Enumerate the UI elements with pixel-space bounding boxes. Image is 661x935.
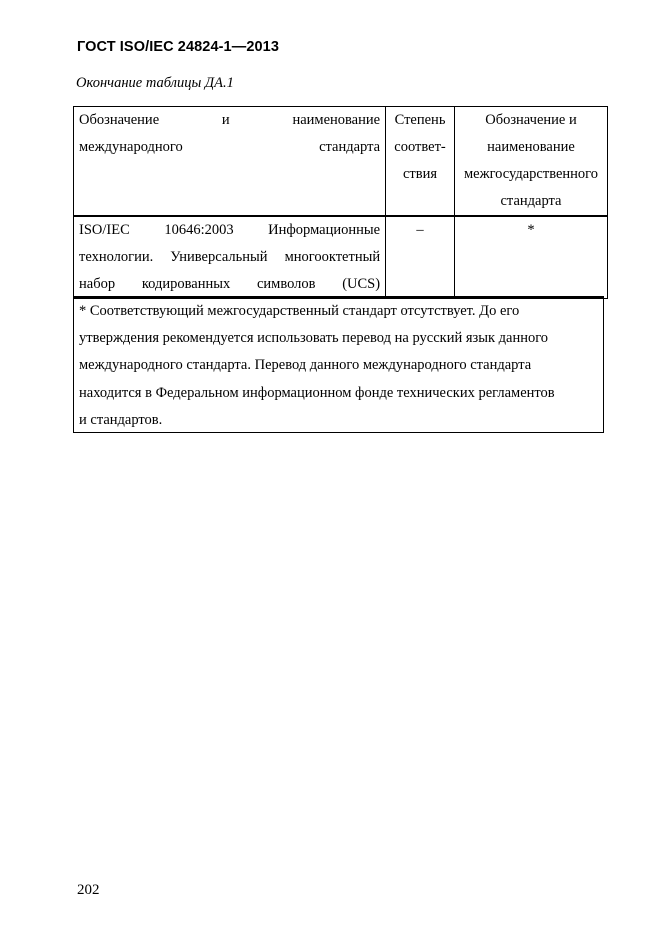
cell-interstate-standard: * [454, 216, 607, 299]
table-header-row [74, 107, 608, 217]
cell-line: ISO/IEC 10646:2003 Информационные [79, 222, 381, 238]
table-row [74, 216, 608, 299]
footnote-line: находится в Федеральном информационном фонде технических регламентов [79, 384, 555, 401]
cell-line: технологии. Универсальный многооктетный [79, 249, 381, 265]
cell-line: набор кодированных символов (UCS) [79, 276, 381, 292]
header-line: ствия [402, 166, 438, 182]
header-line: Обозначение и наименование [79, 112, 381, 128]
footnote-line: и стандартов. [79, 411, 163, 428]
header-line: международного стандарта [79, 139, 381, 155]
footnote-line: утверждения рекомендуется использовать перевод на русский язык данного [79, 330, 549, 347]
footnote-line: * Соответствующий межгосударственный стандарт отсутствует. До его [79, 303, 520, 319]
table-caption: Окончание таблицы ДА.1 [76, 75, 234, 91]
column-header-international-standard [74, 107, 386, 217]
header-line: межгосударственного [463, 166, 599, 182]
header-line: наименование [487, 139, 575, 155]
column-header-degree [386, 107, 455, 217]
header-line: Степень [394, 112, 446, 128]
footnote-box [73, 296, 604, 433]
footnote-line: международного стандарта. Перевод данного международного стандарта [79, 357, 532, 374]
header-line: Обозначение и [485, 112, 577, 128]
document-header: ГОСТ ISO/IEC 24824-1—2013 [77, 39, 279, 55]
header-line: соответ- [394, 139, 446, 155]
header-line: стандарта [500, 193, 562, 209]
cell-international-standard [74, 216, 386, 299]
cell-degree: – [386, 216, 455, 299]
column-header-interstate-standard [454, 107, 607, 217]
correspondence-table [73, 106, 608, 299]
page-number: 202 [77, 882, 100, 898]
